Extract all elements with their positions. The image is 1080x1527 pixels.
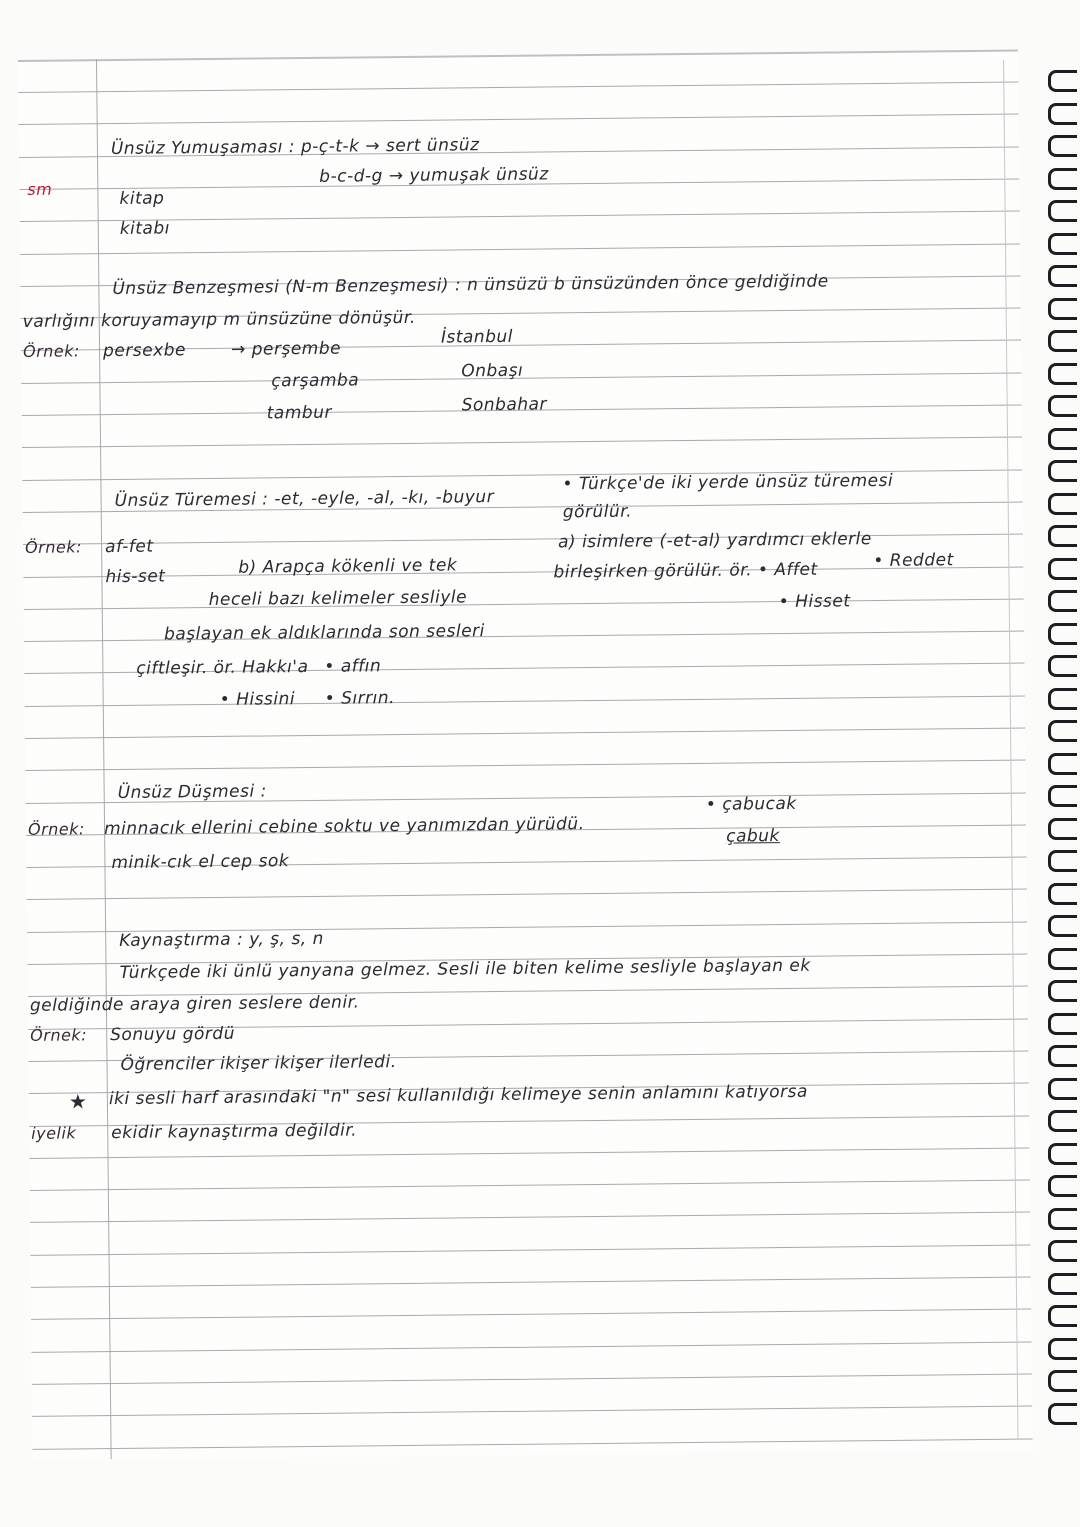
ruled-line (32, 1373, 1032, 1384)
page-right-edge (1003, 60, 1018, 1440)
spiral-binding (1040, 70, 1080, 1450)
kaynastirma-line1: Türkçede iki ünlü yanyana gelmez. Sesli ile biten kelime sesliyle başlayan ek (119, 955, 811, 983)
ruled-line (25, 727, 1025, 738)
ruled-line (24, 598, 1024, 609)
spiral-ring (1048, 168, 1077, 190)
spiral-ring (1048, 525, 1077, 547)
notebook-page (18, 50, 1033, 1460)
page-top-edge (18, 50, 1018, 62)
ruled-line (29, 1147, 1029, 1158)
example-istanbul: İstanbul (440, 326, 514, 348)
heading-unsuz-turemesi: Ünsüz Türemesi : -et, -eyle, -al, -kı, -buyur (114, 487, 495, 512)
ruled-line (19, 114, 1019, 125)
spiral-ring (1048, 1370, 1077, 1392)
example-tambur: tambur (266, 402, 333, 424)
spiral-ring (1048, 1208, 1077, 1230)
ornek-label-3: Örnek: (27, 819, 85, 839)
ruled-line (32, 1405, 1032, 1416)
spiral-ring (1048, 1045, 1077, 1067)
example-his-set: his-set (105, 566, 166, 588)
spiral-ring (1048, 1403, 1077, 1425)
spiral-ring (1048, 1175, 1077, 1197)
arapca-line2: heceli bazı kelimeler sesliyle (208, 587, 468, 611)
dusme-roots: minik-cık el cep sok (111, 851, 290, 874)
example-persembe: → perşembe (230, 338, 342, 360)
spiral-ring (1048, 818, 1077, 840)
example-sonbahar: Sonbahar (461, 394, 548, 416)
spiral-ring (1048, 1305, 1077, 1327)
spiral-ring (1048, 590, 1077, 612)
spiral-ring (1048, 915, 1077, 937)
spiral-ring (1048, 720, 1077, 742)
spiral-ring (1048, 330, 1077, 352)
example-kitap: kitap (119, 188, 165, 209)
spiral-ring (1048, 70, 1077, 92)
arapca-line4: çiftleşir. ör. Hakkı'a (136, 656, 309, 679)
example-cabuk: çabuk (726, 826, 780, 847)
ruled-line (31, 1244, 1031, 1255)
spiral-ring (1048, 428, 1077, 450)
spiral-ring (1048, 623, 1077, 645)
ruled-line (30, 1179, 1030, 1190)
spiral-ring (1048, 948, 1077, 970)
ruled-line (33, 1438, 1033, 1449)
isimlere-line1: a) isimlere (-et-al) yardımcı eklerle (557, 529, 872, 553)
yumusak-unsuz-line: b-c-d-g → yumuşak ünsüz (319, 164, 549, 187)
example-carsamba: çarşamba (271, 370, 360, 392)
spiral-ring (1048, 883, 1077, 905)
ruled-line (27, 888, 1027, 899)
ornek-label-2: Örnek: (25, 537, 83, 557)
arapca-line1: b) Arapça kökenli ve tek (238, 555, 458, 578)
iyelik-note-line2: ekidir kaynaştırma değildir. (111, 1120, 358, 1144)
heading-kaynastirma: Kaynaştırma : y, ş, s, n (119, 928, 324, 951)
spiral-ring (1048, 135, 1077, 157)
spiral-ring (1048, 980, 1077, 1002)
spiral-ring (1048, 1013, 1077, 1035)
example-sonuyu: Sonuyu gördü (110, 1023, 236, 1046)
ruled-line (25, 695, 1025, 706)
margin-note-sm: sm (27, 179, 53, 199)
heading-unsuz-benzesmesi: Ünsüz Benzeşmesi (N-m Benzeşmesi) : n ünsüzü b ünsüzünden önce geldiğinde (112, 271, 829, 300)
spiral-ring (1048, 655, 1077, 677)
ruled-line (31, 1308, 1031, 1319)
ornek-label: Örnek: (22, 341, 80, 361)
spiral-ring (1048, 1240, 1077, 1262)
ruled-line (18, 82, 1018, 93)
spiral-ring (1048, 688, 1077, 710)
margin-note-iyelik: iyelik (31, 1123, 77, 1143)
spiral-ring (1048, 363, 1077, 385)
example-onbasi: Onbaşı (461, 360, 524, 382)
spiral-ring (1048, 1338, 1077, 1360)
example-sirrin: • Sırrın. (324, 688, 396, 709)
heading-unsuz-dusmesi: Ünsüz Düşmesi : (117, 781, 267, 803)
spiral-ring (1048, 233, 1077, 255)
turkce-iki-yerde: • Türkçe'de iki yerde ünsüz türemesi (562, 470, 894, 495)
example-affin: • affın (324, 656, 382, 677)
heading-unsuz-yumusamasi: Ünsüz Yumuşaması : p-ç-t-k → sert ünsüz (110, 135, 480, 160)
spiral-ring (1048, 785, 1077, 807)
spiral-ring (1048, 1273, 1077, 1295)
isimlere-line2: birleşirken görülür. ör. • Affet (553, 559, 818, 583)
spiral-ring (1048, 1143, 1077, 1165)
example-hisset: • Hisset (778, 591, 851, 613)
example-cabucak: • çabucak (705, 793, 797, 815)
spiral-ring (1048, 460, 1077, 482)
spiral-ring (1048, 493, 1077, 515)
ornek-label-4: Örnek: (30, 1025, 88, 1045)
spiral-ring (1048, 1110, 1077, 1132)
ruled-line (20, 244, 1020, 255)
margin-line (96, 59, 112, 1459)
example-kitabi: kitabı (119, 218, 171, 239)
example-reddet: • Reddet (873, 550, 954, 572)
example-ogrenciler: Öğrenciler ikişer ikişer ilerledi. (120, 1052, 397, 1075)
spiral-ring (1048, 395, 1077, 417)
dusme-sentence: minnacık ellerini cebine soktu ve yanımızdan yürüdü. (103, 814, 585, 840)
gorulur: görülür. (562, 501, 633, 523)
ruled-line (25, 759, 1025, 770)
spiral-ring (1048, 298, 1077, 320)
ruled-line (30, 1211, 1030, 1222)
spiral-ring (1048, 753, 1077, 775)
spiral-ring (1048, 200, 1077, 222)
ruled-line (32, 1341, 1032, 1352)
arapca-line3: başlayan ek aldıklarında son sesleri (163, 621, 485, 645)
spiral-ring (1048, 850, 1077, 872)
spiral-ring (1048, 1078, 1077, 1100)
star-icon: ★ (68, 1089, 88, 1114)
ruled-line (22, 437, 1022, 448)
benzesme-continuation: varlığını koruyamayıp m ünsüzüne dönüşür. (22, 307, 416, 332)
ruled-line (31, 1276, 1031, 1287)
spiral-ring (1048, 103, 1077, 125)
example-af-fet: af-fet (105, 536, 154, 558)
example-persexbe: persexbe (102, 340, 187, 362)
example-hissini: • Hissini (219, 689, 296, 710)
kaynastirma-line2: geldiğinde araya giren seslere denir. (29, 992, 360, 1016)
spiral-ring (1048, 558, 1077, 580)
ruled-line (23, 534, 1023, 545)
iyelik-note-line1: iki sesli harf arasındaki "n" sesi kullanıldığı kelimeye senin anlamını katıyorsa (108, 1081, 808, 1110)
spiral-ring (1048, 265, 1077, 287)
